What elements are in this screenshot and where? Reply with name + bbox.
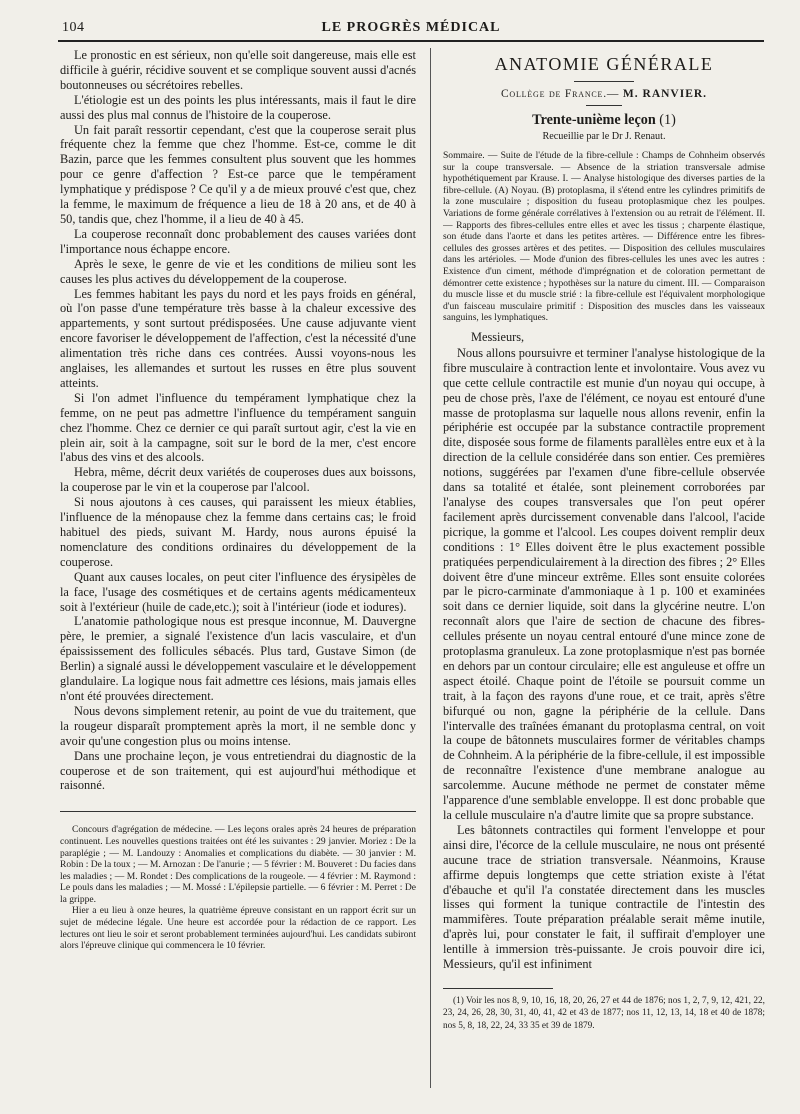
concours-notice-detail: Hier a eu lieu à onze heures, la quatrième épreuve consistant en un rapport écrit sur un sujet de médecine légale. Une heure est accordée pour la rédaction de ce rapport. Les lectures ont lieu le soir et seront probablement terminées aujourd'hui. Les candidats subiront alors l'épreuve clinique qui commencera le 10 février. [60, 905, 416, 952]
collected-by: Recueillie par le Dr J. Renaut. [542, 131, 666, 142]
paragraph: La couperose reconnaît donc probablement des causes variées dont l'importance nous échappe encore. [60, 226, 416, 256]
column-divider [430, 48, 431, 1088]
paragraph: Les bâtonnets contractiles qui forment l'enveloppe et pour ainsi dire, l'écorce de la cellule musculaire, ne nous ont présenté aucune trace de striation transversale. Néanmoins, Krause affirme depuis longtemps que cette striation existe à l'état d'ébauche et qu'il l'a constatée directement dans les muscles lisses qui forment la tunique contractile de l'intestin des mammifères. Toute préparation préalable serait même inutile, d'après lui, pour constater le fait, il suffirait d'employer une lentille à immersion très-puissante. Je crois pouvoir dire ici, Messieurs, qu'il est infiniment [443, 822, 765, 972]
paragraph: Nous allons poursuivre et terminer l'analyse histologique de la fibre musculaire à contraction lente et involontaire. Vous avez vu que cette cellule contractile est munie d'un noyau qui occupe, à peu de chose près, l'axe de l'élément, ce noyau est entouré d'une masse de protoplasma sur laquelle nous allons revenir, enfin la périphérie est occupée par la substance contractile proprement dite, disposée sous forme de filaments parallèles entre eux et à la direction de la cellule considérée dans son entier. Ces premières notions, suggérées par l'examen d'une fibre-cellule observée dans sa totalité et étalée, sont pleinement corroborées par l'analyse des coupes transversales que l'on peut opérer facilement après durcissement convenable dans l'alcool, l'acide picrique, la gomme et l'alcool. Les coupes doivent remplir deux conditions : 1° Elles doivent être le plus exactement possible pratiquées perpendiculairement à la direction des fibres ; 2° Elles doivent être d'une minceur extrême. Elles sont ensuite colorées par le picro-carminate d'ammoniaque à 1 p. 100 et examinées soit dans ce dernier liquide, soit dans la glycérine neutre. L'on reconnaît alors que l'aire de section de chacune des fibres-cellules présente un noyau central entouré d'une mince zone de protoplasma granuleux. La zone protoplasmique n'est pas bornée en dehors par un contour circulaire; elle est anguleuse et offre un aspect étoilé. Chaque point de l'étoile se poursuit comme un trait, à la façon des rayons d'une roue, et ce trait, après s'être bifurqué ou non, gagne la périphérie de la cellule. Dans l'intervalle des traînées émanant du protoplasma central, on voit la coupe de bâtonnets musculaires former de véritables champs de Cohnheim. A la périphérie de la fibre-cellule, il est impossible de reconnaître l'existence d'une membrane analogue au sarcolemme. Aucune méthode ne permet de constater même l'apparence d'une semblable enveloppe. Il est donc probable que la cellule musculaire n'a d'autre limite que sa propre substance. [443, 345, 765, 822]
lecture-source: Collège de France.— M. RANVIER. [500, 88, 708, 100]
paragraph: Le pronostic en est sérieux, non qu'elle soit dangereuse, mais elle est difficile à guérir, récidive souvent et se complique souvent aussi d'acnés boutonneuses ou sécrétoires rebelles. [60, 48, 416, 92]
paragraph: L'anatomie pathologique nous est presque inconnue, M. Dauvergne père, le premier, a signalé l'existence d'un lacis vasculaire, et d'un épaississement des follicules sébacés. Plus tard, Gustave Simon (de Berlin) a signalé aussi le développement vasculaire et le développement glandulaire. La logique nous fait admettre ces lésions, mais jamais elles n'ont été prouvées directement. [60, 614, 416, 703]
paragraph: Hebra, même, décrit deux variétés de couperoses dues aux boissons, la couperose par le vin et la couperose par l'alcool. [60, 465, 416, 495]
title-rule [574, 81, 634, 82]
footnote-rule [443, 988, 553, 989]
right-column [443, 48, 765, 1098]
paragraph: Nous devons simplement retenir, au point de vue du traitement, que la rougeur disparaît promptement après la mort, il ne semble donc y avoir qu'une congestion plus ou moins intense. [60, 703, 416, 748]
paragraph: Un fait paraît ressortir cependant, c'est que la couperose serait plus fréquente chez la femme que chez l'homme. Est-ce, comme le dit Bazin, parce que les femmes consultent plus souvent que les hommes pour ce genre d'affection ? Est-ce parce que le tempérament lymphatique y prédispose ? Ce qu'il y a de mieux prouvé c'est que, chez la femme, le maximum de fréquence a lieu de 18 à 20 ans, et de 40 à 50, tandis que, chez l'homme, il a lieu de 40 à 45. [60, 122, 416, 226]
paragraph: Si l'on admet l'influence du tempérament lymphatique chez la femme, on ne peut pas admettre l'influence du tempérament sanguin chez l'homme. Chez ce dernier ce qui paraît surtout agir, c'est la vie en plein air, soit à la campagne, soit sur le bord de la mer, c'est encore l'abus des vins et des alcools. [60, 390, 416, 465]
lecture-heading [443, 112, 765, 129]
paragraph: Après le sexe, le genre de vie et les conditions de milieu sont les causes les plus actives du développement de la couperose. [60, 256, 416, 286]
footnote: (1) Voir les nos 8, 9, 10, 16, 18, 20, 26, 27 et 44 de 1876; nos 1, 2, 7, 9, 12, 421, 22, 23, 24, 26, 28, 30, 31, 40, 41, 42 et 43 de 1877; nos 11, 12, 13, 14, 18 et 40 de 1878; nos 5, 8, 18, 22, 24, 33 35 et 39 de 1879. [443, 995, 765, 1031]
short-rule [586, 105, 622, 106]
paragraph: L'étiologie est un des points les plus intéressants, mais il faut le dire aussi des plus mal connus de l'histoire de la couperose. [60, 92, 416, 122]
header-rule [58, 40, 764, 42]
lecture-title: Trente-unième leçon [532, 112, 656, 128]
left-column [60, 48, 416, 1098]
paragraph: Dans une prochaine leçon, je vous entretiendrai du diagnostic de la couperose et de son traitement, qui est aujourd'hui méthodique et raisonné. [60, 748, 416, 793]
institution: Collège de France. [500, 88, 607, 100]
paragraph: Les femmes habitant les pays du nord et les pays froids en général, où l'on passe d'une température très basse à la chaleur excessive des appartements, y sont surtout prédisposées. Une cause adjuvante vient encore favoriser le développement de l'affection, c'est la nécessité d'une alimentation très riche dans ces contrées. Aussi voyons-nous les anglaises, les allemandes et surtout les russes en être plus souvent atteints. [60, 286, 416, 390]
paragraph: Si nous ajoutons à ces causes, qui paraissent les mieux établies, l'influence de la ménopause chez la femme dans certains cas; le froid habituel des pieds, suivant M. Hardy, nous aurons épuisé la nomenclature des conditions ordinaires du développement de la couperose. [60, 495, 416, 569]
paragraph: Quant aux causes locales, on peut citer l'influence des érysipèles de la face, l'usage des cosmétiques et de certains agents médicamenteux soit à l'extérieur (huile de cade,etc.); soit à l'intérieur (iode et iodures). [60, 569, 416, 614]
journal-title: LE PROGRÈS MÉDICAL [321, 20, 501, 35]
section-title: ANATOMIE GÉNÉRALE [494, 54, 714, 74]
running-head [58, 18, 764, 38]
professor: M. RANVIER. [622, 88, 708, 100]
section-divider [60, 811, 416, 812]
concours-notice: Concours d'agrégation de médecine. — Les leçons orales après 24 heures de préparation continuent. Les nouvelles questions traitées ont été les suivantes : 29 janvier. Moriez : De la paraplégie ; — M. Landouzy : Anomalies et complications du diabète. — 30 janvier : M. Robin : De la toux ; — M. Arnozan : De l'anurie ; — 5 février : M. Bouveret : Du facies dans les maladies ; — M. Rondet : Des complications de la rougeole. — 4 février : M. Raymond : Le pouls dans les maladies ; — M. Mossé : L'épilepsie partielle. — 6 février : M. Perret : De la grippe. [60, 824, 416, 905]
salutation: Messieurs, [471, 329, 525, 344]
page-number: 104 [62, 20, 85, 35]
lecture-note-ref: (1) [659, 112, 676, 128]
lecture-summary: Sommaire. — Suite de l'étude de la fibre-cellule : Champs de Cohnheim observés sur la coupe transversale. — Absence de la striation transversale admise hypothétiquement par Krause. I. — Analyse histologique des diverses parties de la fibre-cellule. (A) Noyau. (B) protoplasma, il s'étend entre les cylindres primitifs de la zone musculaire ; disposition du fuseau protoplasmique chez les poulpes. Variations de forme générale corrélatives à l'extension ou au retrait de l'élément. II. — Rapports des fibres-cellules entre elles et avec les tissus ; charpente élastique, son étude dans l'aorte et dans les petites artères. — Différence entre les fibres-cellules des grosses artères et des petites. — Disposition des cellules musculaires dans les artérioles. — Mode d'union des fibres-cellules les unes avec les autres : Existence d'un ciment, méthode d'imprégnation et de coloration permettant de démontrer cette existence ; hypothèses sur la nature du ciment. III. — Comparaison du muscle lisse et du muscle strié : la fibre-cellule est l'équivalent morphologique d'un faisceau musculaire primitif : Disposition des muscles dans les vaisseaux sanguins, les lymphatiques. [443, 150, 765, 324]
